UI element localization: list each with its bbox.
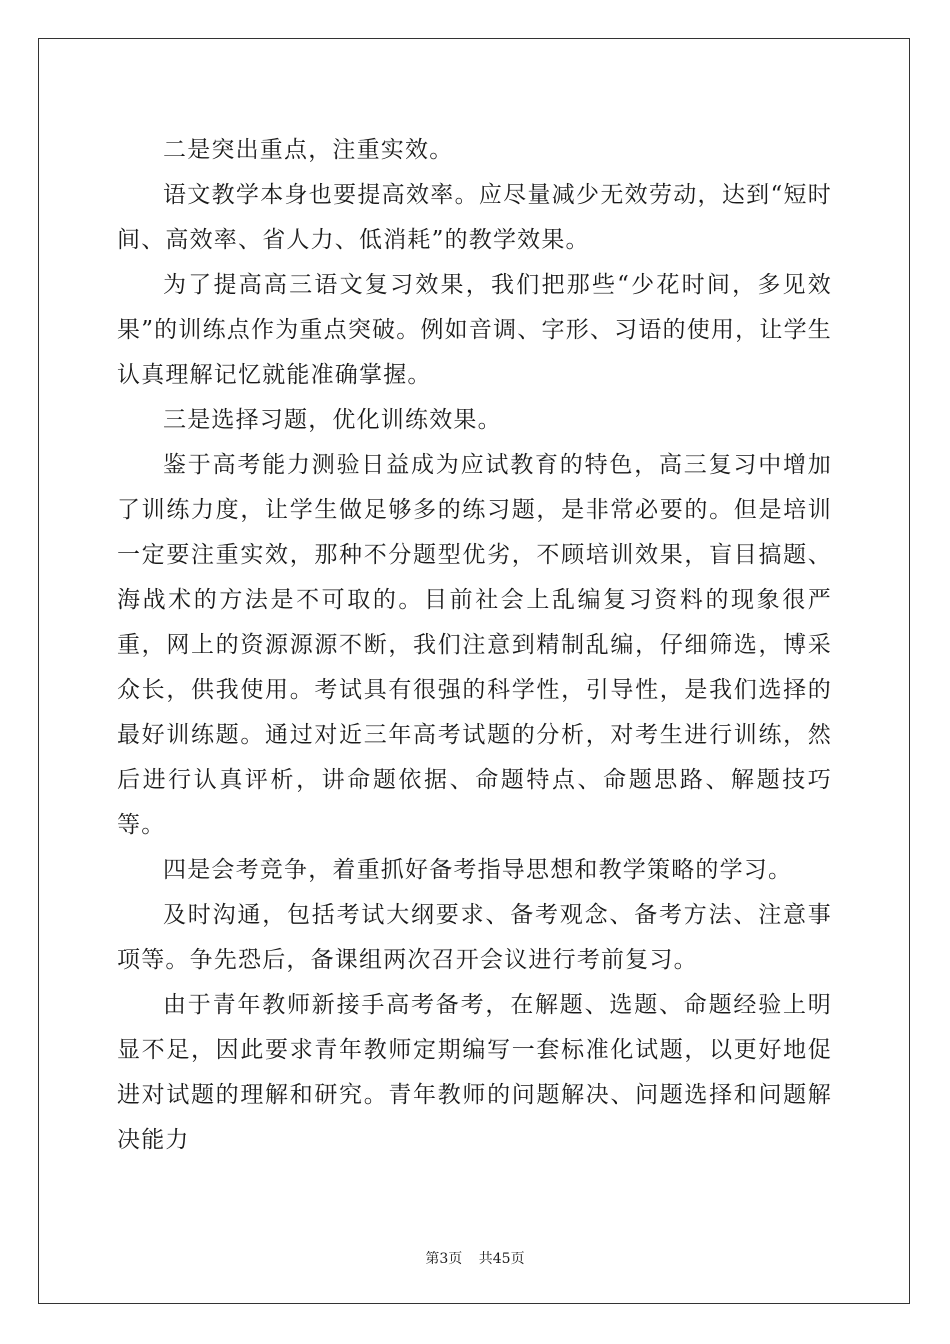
paragraph: 及时沟通，包括考试大纲要求、备考观念、备考方法、注意事项等。争先恐后，备课组两次召开会议进行考前复习。 xyxy=(117,902,832,973)
paragraph: 三是选择习题，优化训练效果。 xyxy=(163,407,502,433)
paragraph: 鉴于高考能力测验日益成为应试教育的特色，高三复习中增加了训练力度，让学生做足够多的练习题，是非常必要的。但是培训一定要注重实效，那种不分题型优劣，不顾培训效果，盲目搞题、海战术的方法是不可取的。目前社会上乱编复习资料的现象很严重，网上的资源源源不断，我们注意到精制乱编，仔细筛选，博采众长，供我使用。考试具有很强的科学性，引导性，是我们选择的最好训练题。通过对近三年高考试题的分析，对考生进行训练，然后进行认真评析，讲命题依据、命题特点、命题思路、解题技巧等。 xyxy=(117,452,832,838)
page-number: 第3页 xyxy=(425,1251,463,1267)
paragraph: 为了提高高三语文复习效果，我们把那些“少花时间，多见效果”的训练点作为重点突破。例如音调、字形、习语的使用，让学生认真理解记忆就能准确掌握。 xyxy=(117,272,832,388)
document-body xyxy=(117,128,832,1163)
paragraph: 四是会考竞争，着重抓好备考指导思想和教学策略的学习。 xyxy=(163,857,793,883)
paragraph: 语文教学本身也要提高效率。应尽量减少无效劳动，达到“短时间、高效率、省人力、低消耗”的教学效果。 xyxy=(117,182,832,253)
page-total: 共45页 xyxy=(478,1251,525,1267)
page-footer xyxy=(0,1248,950,1268)
paragraph: 由于青年教师新接手高考备考，在解题、选题、命题经验上明显不足，因此要求青年教师定期编写一套标准化试题，以更好地促进对试题的理解和研究。青年教师的问题解决、问题选择和问题解决能力 xyxy=(117,992,832,1153)
paragraph: 二是突出重点，注重实效。 xyxy=(163,137,454,163)
